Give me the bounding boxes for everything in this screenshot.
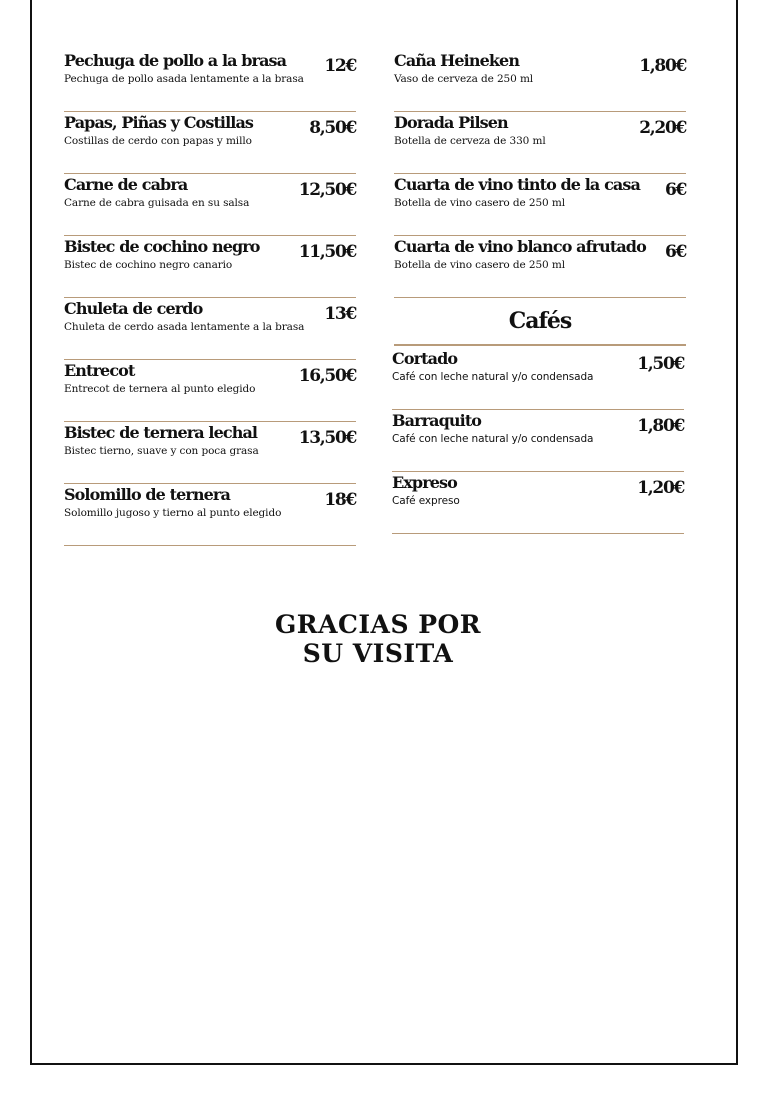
item-description: Café expreso [392, 495, 460, 507]
item-description: Carne de cabra guisada en su salsa [64, 197, 250, 209]
item-description: Costillas de cerdo con papas y millo [64, 135, 252, 147]
item-price: 13,50€ [298, 428, 356, 448]
item-description: Café con leche natural y/o condensada [392, 371, 594, 383]
item-price: 1,80€ [639, 56, 686, 76]
item-description: Entrecot de ternera al punto elegido [64, 383, 256, 395]
item-description: Café con leche natural y/o condensada [392, 433, 594, 445]
item-description: Solomillo jugoso y tierno al punto elegido [64, 507, 282, 519]
item-price: 2,20€ [639, 118, 686, 138]
menu-item [64, 236, 356, 298]
menu-item [64, 298, 356, 360]
item-price: 13€ [324, 304, 356, 324]
main-dishes-list [64, 50, 356, 546]
item-name: Chuleta de cerdo [64, 299, 203, 318]
menu-item [64, 112, 356, 174]
item-price: 11,50€ [298, 242, 356, 262]
item-name: Papas, Piñas y Costillas [64, 113, 254, 132]
item-price: 1,80€ [637, 416, 684, 436]
item-price: 16,50€ [298, 366, 356, 386]
item-name: Caña Heineken [394, 51, 520, 70]
cafes-list [392, 348, 684, 534]
item-name: Solomillo de ternera [64, 485, 230, 504]
item-price: 1,20€ [637, 478, 684, 498]
item-name: Cortado [392, 349, 458, 368]
menu-item [64, 360, 356, 422]
menu-item [64, 422, 356, 484]
item-price: 8,50€ [309, 118, 356, 138]
item-name: Carne de cabra [64, 175, 188, 194]
item-price: 1,50€ [637, 354, 684, 374]
item-name: Entrecot [64, 361, 135, 380]
item-name: Dorada Pilsen [394, 113, 508, 132]
menu-item [394, 174, 686, 236]
item-description: Bistec de cochino negro canario [64, 259, 233, 271]
menu-item [64, 484, 356, 546]
thanks-message [0, 610, 756, 668]
item-description: Pechuga de pollo asada lentamente a la brasa [64, 73, 304, 85]
item-description: Botella de vino casero de 250 ml [394, 259, 565, 271]
menu-item [392, 348, 684, 410]
item-name: Bistec de ternera lechal [64, 423, 258, 442]
item-name: Expreso [392, 473, 457, 492]
menu-item [392, 410, 684, 472]
item-name: Pechuga de pollo a la brasa [64, 51, 287, 70]
menu-item [64, 50, 356, 112]
item-price: 6€ [664, 180, 686, 200]
menu-item [64, 174, 356, 236]
item-description: Bistec tierno, suave y con poca grasa [64, 445, 259, 457]
item-price: 12,50€ [298, 180, 356, 200]
menu-item [394, 112, 686, 174]
item-name: Cuarta de vino blanco afrutado [394, 237, 646, 256]
drinks-list [394, 50, 686, 298]
item-name: Cuarta de vino tinto de la casa [394, 175, 640, 194]
item-name: Barraquito [392, 411, 482, 430]
item-description: Botella de vino casero de 250 ml [394, 197, 565, 209]
menu-item [392, 472, 684, 534]
menu-item [394, 236, 686, 298]
item-description: Botella de cerveza de 330 ml [394, 135, 546, 147]
menu-item [394, 50, 686, 112]
item-price: 12€ [324, 56, 356, 76]
item-price: 18€ [324, 490, 356, 510]
item-description: Chuleta de cerdo asada lentamente a la brasa [64, 321, 305, 333]
item-name: Bistec de cochino negro [64, 237, 260, 256]
thanks-line-2: SU VISITA [302, 639, 454, 668]
thanks-line-1: GRACIAS POR [274, 610, 482, 639]
item-description: Vaso de cerveza de 250 ml [394, 73, 534, 85]
item-price: 6€ [664, 242, 686, 262]
cafes-heading: Cafés [394, 306, 686, 346]
